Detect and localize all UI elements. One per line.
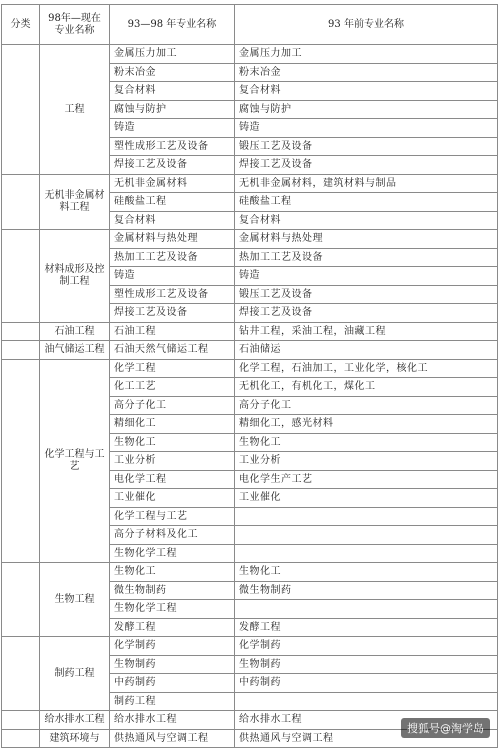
table-row [2, 230, 498, 249]
old-major-cell: 生物制药 [235, 655, 498, 674]
header-category: 分类 [2, 5, 40, 45]
mid-major-cell: 石油天然气储运工程 [110, 341, 235, 360]
old-major-cell: 生物化工 [235, 433, 498, 452]
mid-major-cell: 制药工程 [110, 692, 235, 711]
old-major-cell: 给水排水工程 [235, 711, 498, 730]
mid-major-cell: 生物化工 [110, 563, 235, 582]
mid-major-cell: 工业催化 [110, 489, 235, 508]
table-row [2, 359, 498, 378]
old-major-cell: 铸造 [235, 119, 498, 138]
mid-major-cell: 金属材料与热处理 [110, 230, 235, 249]
mid-major-cell: 热加工工艺及设备 [110, 248, 235, 267]
old-major-cell: 化学工程，石油加工，工业化学，核化工 [235, 359, 498, 378]
mid-major-cell: 复合材料 [110, 82, 235, 101]
table-body [2, 45, 498, 748]
old-major-cell: 复合材料 [235, 211, 498, 230]
old-major-cell: 无机化工，有机化工，煤化工 [235, 378, 498, 397]
old-major-cell: 焊接工艺及设备 [235, 304, 498, 323]
mid-major-cell: 生物化工 [110, 433, 235, 452]
old-major-cell [235, 526, 498, 545]
old-major-cell: 供热通风与空调工程 [235, 729, 498, 748]
mid-major-cell: 精细化工 [110, 415, 235, 434]
old-major-cell: 发酵工程 [235, 618, 498, 637]
old-major-cell [235, 507, 498, 526]
mid-major-cell: 硅酸盐工程 [110, 193, 235, 212]
old-major-cell: 化学制药 [235, 637, 498, 656]
category-cell [2, 637, 40, 711]
mid-major-cell: 腐蚀与防护 [110, 100, 235, 119]
old-major-cell: 工业分析 [235, 452, 498, 471]
old-major-cell: 钻井工程，采油工程，油藏工程 [235, 322, 498, 341]
mid-major-cell: 焊接工艺及设备 [110, 156, 235, 175]
mid-major-cell: 铸造 [110, 119, 235, 138]
category-cell [2, 729, 40, 748]
mid-major-cell: 生物化学工程 [110, 544, 235, 563]
table-row [2, 341, 498, 360]
old-major-cell [235, 544, 498, 563]
header-mid-major: 93—98 年专业名称 [110, 5, 235, 45]
new-major-cell: 石油工程 [40, 322, 110, 341]
new-major-cell: 生物工程 [40, 563, 110, 637]
old-major-cell: 复合材料 [235, 82, 498, 101]
category-cell [2, 563, 40, 637]
header-old-major: 93 年前专业名称 [235, 5, 498, 45]
old-major-cell: 金属压力加工 [235, 45, 498, 64]
table-row [2, 45, 498, 64]
old-major-cell: 热加工工艺及设备 [235, 248, 498, 267]
mid-major-cell: 无机非金属材料 [110, 174, 235, 193]
header-new-major: 98年—现在专业名称 [40, 5, 110, 45]
mid-major-cell: 给水排水工程 [110, 711, 235, 730]
category-cell [2, 711, 40, 730]
mid-major-cell: 焊接工艺及设备 [110, 304, 235, 323]
old-major-cell: 高分子化工 [235, 396, 498, 415]
mid-major-cell: 复合材料 [110, 211, 235, 230]
category-cell [2, 359, 40, 563]
category-cell [2, 341, 40, 360]
mid-major-cell: 石油工程 [110, 322, 235, 341]
mid-major-cell: 发酵工程 [110, 618, 235, 637]
mid-major-cell: 微生物制药 [110, 581, 235, 600]
old-major-cell: 硅酸盐工程 [235, 193, 498, 212]
mid-major-cell: 供热通风与空调工程 [110, 729, 235, 748]
old-major-cell: 金属材料与热处理 [235, 230, 498, 249]
table-row [2, 174, 498, 193]
new-major-cell: 油气储运工程 [40, 341, 110, 360]
mid-major-cell: 塑性成形工艺及设备 [110, 285, 235, 304]
table-row [2, 637, 498, 656]
table-row [2, 322, 498, 341]
watermark: 搜狐号@淘学岛 [401, 718, 490, 738]
new-major-cell: 制药工程 [40, 637, 110, 711]
old-major-cell: 粉末冶金 [235, 63, 498, 82]
old-major-cell [235, 692, 498, 711]
old-major-cell: 生物化工 [235, 563, 498, 582]
old-major-cell: 精细化工，感光材料 [235, 415, 498, 434]
major-names-table [1, 4, 498, 748]
new-major-cell: 化学工程与工艺 [40, 359, 110, 563]
mid-major-cell: 化学工程与工艺 [110, 507, 235, 526]
mid-major-cell: 化学制药 [110, 637, 235, 656]
old-major-cell: 微生物制药 [235, 581, 498, 600]
category-cell [2, 322, 40, 341]
mid-major-cell: 生物化学工程 [110, 600, 235, 619]
old-major-cell: 焊接工艺及设备 [235, 156, 498, 175]
mid-major-cell: 铸造 [110, 267, 235, 286]
mid-major-cell: 粉末冶金 [110, 63, 235, 82]
old-major-cell: 腐蚀与防护 [235, 100, 498, 119]
mid-major-cell: 工业分析 [110, 452, 235, 471]
old-major-cell: 石油储运 [235, 341, 498, 360]
old-major-cell [235, 600, 498, 619]
mid-major-cell: 金属压力加工 [110, 45, 235, 64]
mid-major-cell: 中药制药 [110, 674, 235, 693]
old-major-cell: 锻压工艺及设备 [235, 137, 498, 156]
old-major-cell: 工业催化 [235, 489, 498, 508]
mid-major-cell: 生物制药 [110, 655, 235, 674]
mid-major-cell: 化工工艺 [110, 378, 235, 397]
old-major-cell: 铸造 [235, 267, 498, 286]
mid-major-cell: 高分子化工 [110, 396, 235, 415]
new-major-cell: 工程 [40, 45, 110, 175]
old-major-cell: 无机非金属材料，建筑材料与制品 [235, 174, 498, 193]
old-major-cell: 中药制药 [235, 674, 498, 693]
old-major-cell: 电化学生产工艺 [235, 470, 498, 489]
table-header [2, 5, 498, 45]
old-major-cell: 锻压工艺及设备 [235, 285, 498, 304]
new-major-cell: 给水排水工程 [40, 711, 110, 730]
new-major-cell: 无机非金属材料工程 [40, 174, 110, 230]
mid-major-cell: 电化学工程 [110, 470, 235, 489]
category-cell [2, 230, 40, 323]
mid-major-cell: 化学工程 [110, 359, 235, 378]
table-row [2, 563, 498, 582]
mid-major-cell: 塑性成形工艺及设备 [110, 137, 235, 156]
new-major-cell: 建筑环境与 [40, 729, 110, 748]
new-major-cell: 材料成形及控制工程 [40, 230, 110, 323]
mid-major-cell: 高分子材料及化工 [110, 526, 235, 545]
category-cell [2, 45, 40, 175]
category-cell [2, 174, 40, 230]
